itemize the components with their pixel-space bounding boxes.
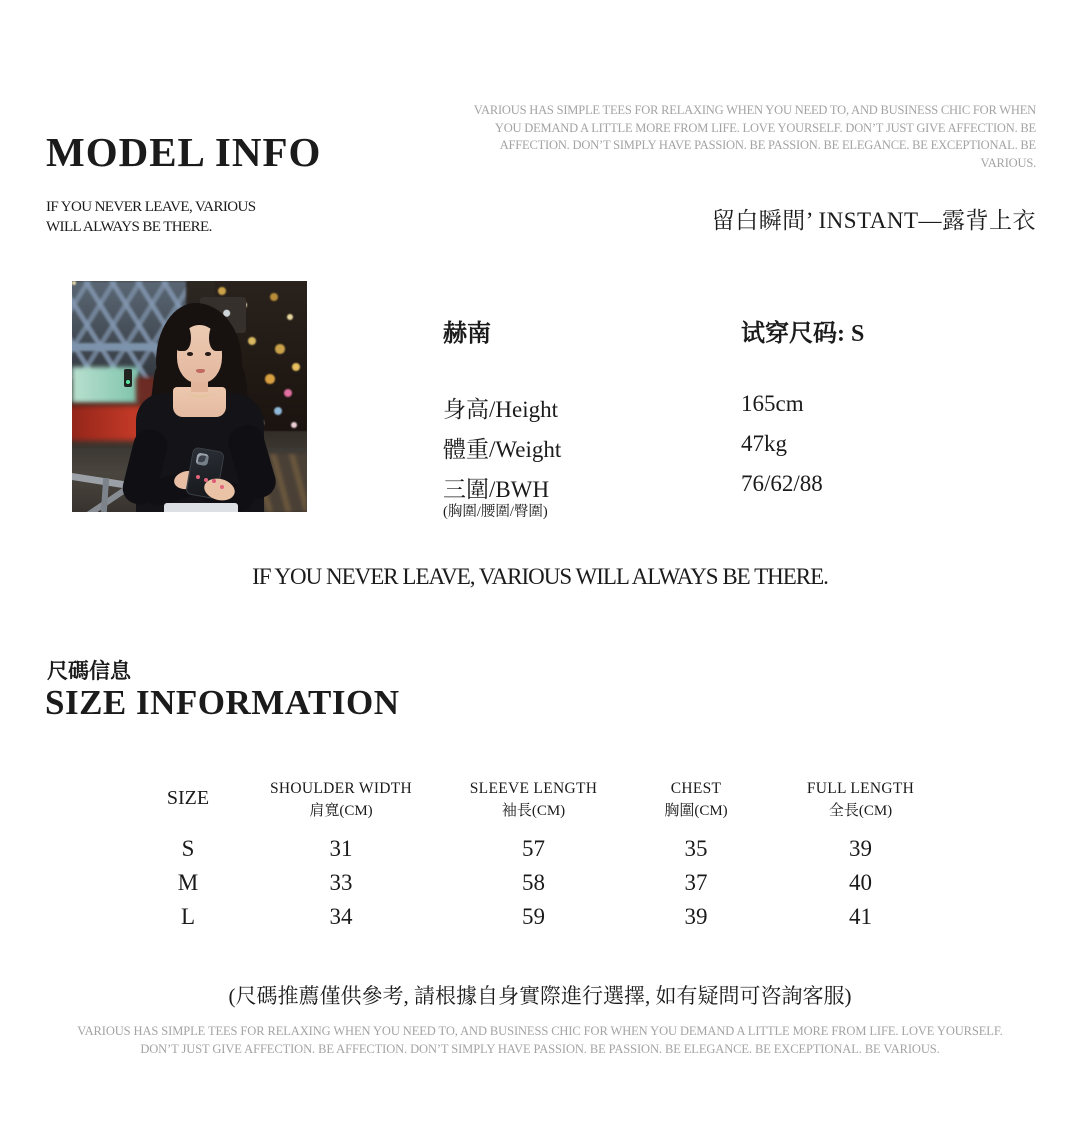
- bwh-sublabel: (胸圍/腰圍/臀圍): [443, 504, 548, 520]
- size-note: (尺碼推薦僅供參考, 請根據自身實際進行選擇, 如有疑問可咨詢客服): [228, 984, 852, 1008]
- model-photo: [72, 281, 307, 512]
- photo-model-eye: [187, 352, 193, 356]
- photo-pink-nails: [196, 475, 200, 479]
- brand-tagline-top: VARIOUS HAS SIMPLE TEES FOR RELAXING WHEN YOU NEED TO, AND BUSINESS CHIC FOR WHEN YOU DEMAND A LITTLE MORE FROM LIFE. LOVE YOURSELF. DON’T JUST GIVE AFFECTION. BE AFFECTION. DON’T SIMPLY HAVE PASSION. BE PASSION. BE ELEGANCE. BE EXCEPTIONAL. BE VARIOUS.: [473, 103, 1036, 170]
- cell-value: 40: [849, 870, 872, 895]
- cell-value: 39: [684, 904, 708, 929]
- col-header-shoulder-width: SHOULDER WIDTH 肩寬(CM): [269, 780, 413, 819]
- weight-label: 體重/Weight: [443, 437, 562, 462]
- size-section-title-zh: 尺碼信息: [47, 659, 131, 683]
- divider-quote: IF YOU NEVER LEAVE, VARIOUS WILL ALWAYS BE THERE.: [252, 564, 828, 589]
- cell-value: 59: [522, 904, 545, 929]
- bwh-label: 三圍/BWH: [443, 477, 550, 502]
- photo-traffic-light: [124, 369, 132, 387]
- size-table-header: [140, 780, 950, 832]
- photo-model-mouth: [196, 369, 205, 373]
- size-section-title-en: SIZE INFORMATION: [45, 683, 400, 722]
- photo-model-eye: [205, 352, 211, 356]
- table-row-size-s: [140, 832, 950, 866]
- cell-size: L: [180, 904, 196, 929]
- size-table: [140, 780, 950, 934]
- weight-value: 47kg: [741, 431, 787, 456]
- col-header-sleeve-length: SLEEVE LENGTH 袖長(CM): [469, 780, 598, 819]
- photo-light-garment: [164, 503, 238, 512]
- cell-size: M: [177, 870, 199, 895]
- product-title: 留白瞬間’ INSTANT—露背上衣: [711, 208, 1036, 233]
- page-title: MODEL INFO: [46, 129, 322, 175]
- cell-value: 34: [329, 904, 353, 929]
- fitting-size-label: 试穿尺码: S: [741, 321, 865, 347]
- cell-value: 41: [849, 904, 872, 929]
- photo-model-hair-bang: [209, 321, 225, 351]
- cell-value: 33: [329, 870, 353, 895]
- height-value: 165cm: [741, 391, 804, 416]
- page-subtitle: IF YOU NEVER LEAVE, VARIOUS WILL ALWAYS BE THERE.: [46, 199, 256, 236]
- cell-size: S: [181, 836, 195, 861]
- cell-value: 31: [329, 836, 353, 861]
- height-label: 身高/Height: [443, 397, 558, 422]
- brand-tagline-bottom: VARIOUS HAS SIMPLE TEES FOR RELAXING WHEN YOU NEED TO, AND BUSINESS CHIC FOR WHEN YOU DEMAND A LITTLE MORE FROM LIFE. LOVE YOURSELF. DON’T JUST GIVE AFFECTION. BE AFFECTION. DON’T SIMPLY HAVE PASSION. BE PASSION. BE ELEGANCE. BE EXCEPTIONAL. BE VARIOUS.: [77, 1024, 1003, 1056]
- cell-value: 58: [522, 870, 545, 895]
- col-header-chest: CHEST 胸圍(CM): [664, 780, 728, 819]
- table-row-size-l: [140, 900, 950, 934]
- cell-value: 57: [522, 836, 545, 861]
- cell-value: 39: [849, 836, 872, 861]
- col-header-full-length: FULL LENGTH 全長(CM): [806, 780, 915, 819]
- cell-value: 37: [684, 870, 708, 895]
- photo-city-lights: [72, 281, 76, 285]
- cell-value: 35: [684, 836, 708, 861]
- col-header-size: SIZE: [166, 787, 210, 809]
- bwh-value: 76/62/88: [741, 471, 823, 496]
- table-row-size-m: [140, 866, 950, 900]
- model-name: 赫南: [443, 321, 491, 347]
